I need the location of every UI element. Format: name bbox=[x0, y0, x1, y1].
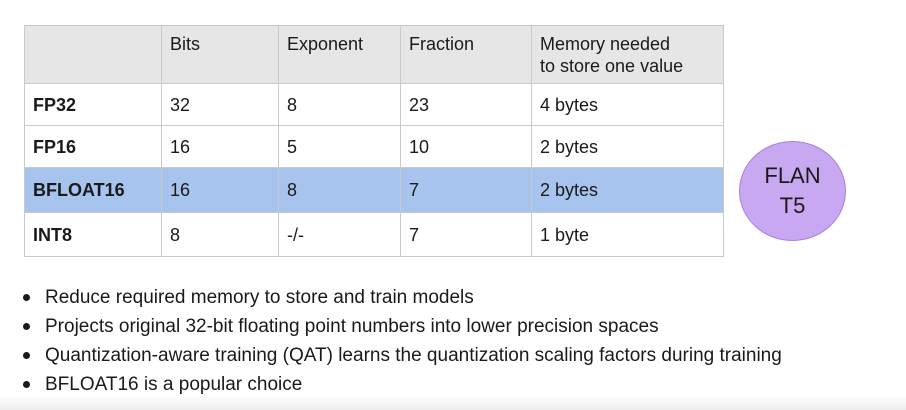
cell-memory: 2 bytes bbox=[532, 168, 724, 213]
cell-memory: 1 byte bbox=[532, 213, 724, 257]
cell-memory: 2 bytes bbox=[532, 126, 724, 168]
header-exponent: Exponent bbox=[279, 26, 401, 84]
list-item bbox=[20, 370, 782, 399]
list-item bbox=[20, 341, 782, 370]
list-item-text: Quantization-aware training (QAT) learns the quantization scaling factors during training bbox=[45, 344, 782, 366]
header-fraction: Fraction bbox=[401, 26, 532, 84]
row-name: INT8 bbox=[25, 213, 162, 257]
row-name: FP16 bbox=[25, 126, 162, 168]
flan-t5-badge bbox=[739, 141, 846, 241]
cell-exponent: 5 bbox=[279, 126, 401, 168]
cell-fraction: 23 bbox=[401, 84, 532, 126]
header-memory bbox=[532, 26, 724, 84]
table-row-int8 bbox=[25, 213, 724, 257]
bullet-dot-icon bbox=[23, 294, 30, 301]
cell-exponent: -/- bbox=[279, 213, 401, 257]
list-item bbox=[20, 312, 782, 341]
badge-line-2: T5 bbox=[779, 193, 806, 218]
cell-fraction: 10 bbox=[401, 126, 532, 168]
table-row-fp32 bbox=[25, 84, 724, 126]
header-memory-line1: Memory needed bbox=[540, 34, 671, 54]
table-header-row bbox=[25, 26, 724, 84]
bullet-list bbox=[20, 283, 782, 399]
list-item-text: Projects original 32-bit floating point numbers into lower precision spaces bbox=[45, 315, 659, 337]
list-item bbox=[20, 283, 782, 312]
bullet-dot-icon bbox=[23, 381, 30, 388]
cell-fraction: 7 bbox=[401, 168, 532, 213]
slide-bottom-edge bbox=[0, 396, 906, 410]
header-bits: Bits bbox=[162, 26, 279, 84]
table-row-fp16 bbox=[25, 126, 724, 168]
header-empty bbox=[25, 26, 162, 84]
cell-memory: 4 bytes bbox=[532, 84, 724, 126]
table-row-bfloat16 bbox=[25, 168, 724, 213]
cell-exponent: 8 bbox=[279, 168, 401, 213]
row-name: BFLOAT16 bbox=[25, 168, 162, 213]
badge-line-1: FLAN bbox=[764, 163, 821, 188]
cell-bits: 16 bbox=[162, 126, 279, 168]
list-item-text: Reduce required memory to store and train models bbox=[45, 286, 474, 308]
bullet-dot-icon bbox=[23, 323, 30, 330]
row-name: FP32 bbox=[25, 84, 162, 126]
bullet-dot-icon bbox=[23, 352, 30, 359]
cell-bits: 32 bbox=[162, 84, 279, 126]
cell-bits: 8 bbox=[162, 213, 279, 257]
cell-fraction: 7 bbox=[401, 213, 532, 257]
header-memory-line2: to store one value bbox=[540, 56, 684, 76]
data-type-table bbox=[24, 25, 724, 257]
cell-exponent: 8 bbox=[279, 84, 401, 126]
cell-bits: 16 bbox=[162, 168, 279, 213]
list-item-text: BFLOAT16 is a popular choice bbox=[45, 373, 303, 395]
